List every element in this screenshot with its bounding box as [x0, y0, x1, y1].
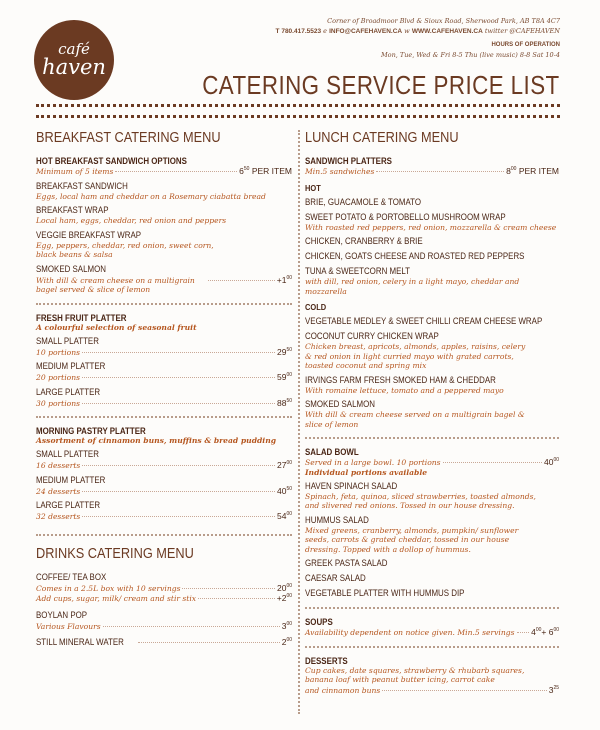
- menu-item-desc: 30 portions: [36, 398, 80, 408]
- cold-label: COLD: [305, 302, 327, 312]
- fruit-platter-desc: A colourful selection of seasonal fruit: [36, 322, 197, 332]
- menu-item-desc: With dill & cream cheese on a multigrain bagel served & slice of lemon: [36, 275, 195, 294]
- menu-item-name: TUNA & SWEETCORN MELT: [305, 266, 411, 276]
- phone: T 780.417.5523: [275, 28, 322, 35]
- menu-item-desc: With dill & cream cheese served on a multigrain bagel & slice of lemon: [305, 410, 525, 429]
- menu-item-desc: Mixed greens, cranberry, almonds, pumpkin/ sunflower seeds, carrots & grated cheddar, tossed in our house dressing. Topped with a dollop of hummus.: [305, 525, 519, 554]
- price: $40^{50}$: [276, 485, 292, 496]
- menu-item-desc: With roasted red peppers, red onion, mozzarella & cream cheese: [305, 222, 557, 232]
- price: $20^{00}$: [276, 582, 292, 593]
- pastry-platter-desc: Assortment of cinnamon buns, muffins & bread pudding: [36, 436, 277, 445]
- menu-item-name: SMOKED SALMON: [36, 263, 106, 274]
- menu-item-name: SWEET POTATO & PORTOBELLO MUSHROOM WRAP: [305, 211, 506, 222]
- menu-item-name: MEDIUM PLATTER: [36, 474, 106, 485]
- menu-item-desc: 16 desserts: [36, 461, 81, 470]
- website: WWW.CAFEHAVEN.CA: [411, 28, 483, 35]
- price: $88^{50}$: [276, 397, 292, 408]
- menu-item-name: VEGETABLE PLATTER WITH HUMMUS DIP: [305, 588, 465, 598]
- menu-item-name: GREEK PASTA SALAD: [305, 558, 388, 568]
- sandwich-platters-title: SANDWICH PLATTERS: [305, 156, 392, 166]
- menu-item-name: CHICKEN, GOATS CHEESE AND ROASTED RED PEPPERS: [305, 251, 525, 261]
- price: $8^{00}$ PER ITEM: [506, 166, 559, 176]
- logo-text-line1: café: [58, 40, 90, 58]
- menu-item-name: CAESAR SALAD: [305, 573, 366, 583]
- menu-item-name: SMALL PLATTER: [36, 335, 99, 346]
- salad-bowl-title: SALAD BOWL: [305, 447, 359, 457]
- menu-item-name: COFFEE/ TEA BOX: [36, 571, 107, 582]
- breakfast-section-title: BREAKFAST CATERING MENU: [36, 130, 221, 146]
- sandwich-options-title: HOT BREAKFAST SANDWICH OPTIONS: [36, 156, 187, 166]
- pastry-platter-title: MORNING PASTRY PLATTER: [36, 426, 146, 436]
- menu-item-name: LARGE PLATTER: [36, 386, 101, 397]
- menu-item-desc: Add cups, sugar, milk/ cream and stir stix: [36, 594, 197, 603]
- menu-item-name: SMALL PLATTER: [36, 449, 99, 459]
- price: $27^{00}$: [276, 460, 292, 470]
- price: $+1^{00}$: [276, 274, 292, 285]
- soups-title: SOUPS: [305, 617, 333, 627]
- left-column: [36, 128, 292, 648]
- drinks-section-title: DRINKS CATERING MENU: [36, 545, 194, 562]
- hot-label: HOT: [305, 182, 321, 193]
- desserts-title: DESSERTS: [305, 655, 348, 666]
- menu-item-name: BREAKFAST SANDWICH: [36, 180, 128, 191]
- price: $6^{50}$ PER ITEM: [239, 166, 292, 176]
- salad-bowl-desc: Served in a large bowl. 10 portions: [305, 458, 441, 467]
- menu-item-desc: Comes in a 2.5L box with 10 servings: [36, 583, 181, 593]
- menu-item-desc: Chicken breast, apricots, almonds, apples, raisins, celery & red onion in light curried mayo with grated carrots, toasted coconut and spring mix: [305, 342, 526, 370]
- sandwich-options-desc: Minimum of 5 items: [36, 167, 114, 176]
- hours-line: [180, 50, 560, 60]
- menu-item-name: CHICKEN, CRANBERRY & BRIE: [305, 236, 423, 246]
- price: $3^{00}$: [281, 620, 292, 631]
- menu-item-desc: 10 portions: [36, 347, 80, 357]
- menu-item-name: BRIE, GUACAMOLE & TOMATO: [305, 196, 422, 207]
- menu-item-name: IRVINGS FARM FRESH SMOKED HAM & CHEDDAR: [305, 374, 496, 385]
- cafe-haven-logo: [34, 20, 114, 100]
- salad-bowl-note: Individual portions available: [305, 467, 428, 477]
- hours-saturday: Sat 10-4: [532, 51, 560, 59]
- price: $59^{00}$: [276, 372, 292, 382]
- logo-text-line2: haven: [42, 55, 106, 79]
- fruit-platter-title: FRESH FRUIT PLATTER: [36, 312, 127, 323]
- right-column: [305, 128, 559, 695]
- menu-item-name: STILL MINERAL WATER: [36, 637, 124, 647]
- desserts-desc-line3: and cinnamon buns: [305, 685, 381, 695]
- menu-item-name: SMOKED SALMON: [305, 399, 375, 409]
- menu-item-name: MEDIUM PLATTER: [36, 361, 106, 371]
- email: INFO@CAFEHAVEN.CA: [329, 28, 403, 35]
- menu-item-desc: 20 portions: [36, 373, 80, 382]
- menu-item-desc: 24 desserts: [36, 486, 81, 496]
- title-divider: [36, 104, 560, 118]
- menu-item-name: VEGETABLE MEDLEY & SWEET CHILLI CREAM CHEESE WRAP: [305, 316, 543, 326]
- menu-item-desc: Eggs, local ham and cheddar on a Rosemary ciabatta bread: [36, 191, 266, 201]
- soups-desc: Availability dependent on notice given. Min.5 servings: [305, 628, 515, 637]
- menu-item-price-row: [36, 275, 292, 295]
- menu-item-desc: Various Flavours: [36, 621, 101, 631]
- sandwich-platters-desc: Min.5 sandwiches: [305, 167, 375, 176]
- price: $2^{00}$: [281, 637, 292, 647]
- lunch-section-title: LUNCH CATERING MENU: [305, 130, 459, 146]
- price: $40^{00}$: [543, 457, 559, 467]
- contact-block: [180, 16, 560, 60]
- menu-item-name: HAVEN SPINACH SALAD: [305, 480, 398, 491]
- column-divider: [298, 130, 300, 714]
- hours-title: HOURS OF OPERATION: [491, 42, 560, 48]
- sandwich-options-price-row: [36, 166, 292, 177]
- menu-item-name: COCONUT CURRY CHICKEN WRAP: [305, 331, 439, 341]
- menu-item-desc: With romaine lettuce, tomato and a peppered mayo: [305, 385, 504, 395]
- price: $+2^{00}$: [276, 593, 292, 603]
- price: $29^{50}$: [276, 346, 292, 357]
- page-title: CATERING SERVICE PRICE LIST: [202, 70, 560, 100]
- menu-item-name: LARGE PLATTER: [36, 500, 101, 510]
- menu-item-desc: Egg, peppers, cheddar, red onion, sweet corn, black beans & salsa: [36, 240, 214, 259]
- hours-thursday: Thu (live music) 8-8: [464, 51, 531, 59]
- contact-line: T 780.417.5523 e INFO@CAFEHAVEN.CA w WWW.CAFEHAVEN.CA twitter @CAFEHAVEN: [275, 27, 560, 35]
- menu-item-name: VEGGIE BREAKFAST WRAP: [36, 229, 142, 240]
- menu-item-name: HUMMUS SALAD: [305, 514, 369, 525]
- menu-item-desc: with dill, red onion, celery in a light mayo, cheddar and mozzarella: [305, 277, 520, 296]
- hours-weekdays: Mon, Tue, Wed & Fri 8-5: [381, 51, 463, 59]
- menu-item-desc: Local ham, eggs, cheddar, red onion and peppers: [36, 216, 227, 225]
- menu-item-name: BREAKFAST WRAP: [36, 205, 109, 215]
- menu-item-desc: Spinach, feta, quinoa, sliced strawberries, toasted almonds, and slivered red onions. Tossed in our house dressing.: [305, 491, 536, 510]
- desserts-desc-line2: banana loaf with peanut butter icing, carrot cake: [305, 675, 495, 684]
- menu-item-desc: 32 desserts: [36, 512, 81, 521]
- desserts-desc-line1: Cup cakes, date squares, strawberry & rhubarb squares,: [305, 665, 525, 675]
- price: $4^{00}+ 6^{00}$: [531, 627, 559, 637]
- address: Corner of Broadmoor Blvd & Sioux Road, Sherwood Park, AB T8A 4C7: [327, 17, 560, 25]
- twitter: twitter @CAFEHAVEN: [484, 27, 560, 35]
- price: $54^{00}$: [276, 511, 292, 521]
- price: $3^{25}$: [548, 684, 559, 695]
- menu-item-name: BOYLAN POP: [36, 609, 88, 620]
